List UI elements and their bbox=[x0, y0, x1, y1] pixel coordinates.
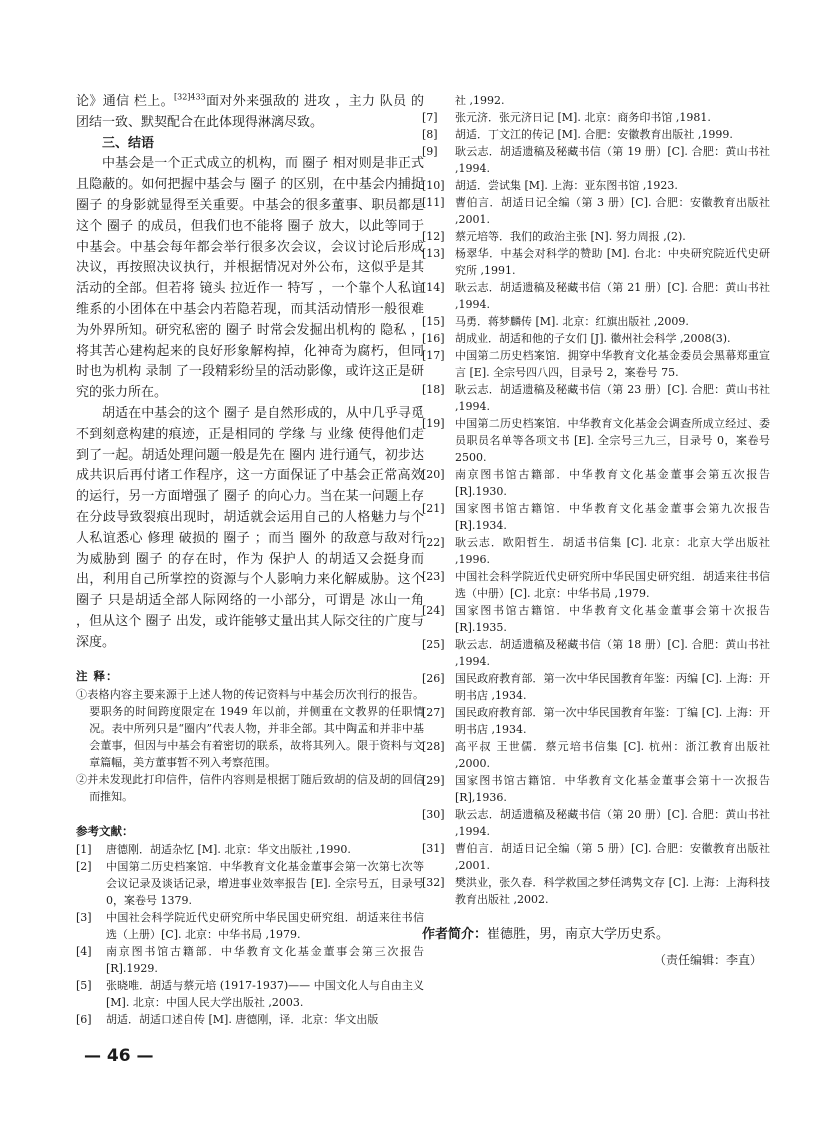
reference-text: 耿云志．胡适遗稿及秘藏书信（第 21 册）[C]. 合肥：黄山书社 ,1994. bbox=[455, 281, 770, 311]
page-number: — 46 — bbox=[84, 1046, 154, 1066]
body-paragraph: 胡适在中基会的这个 圈子 是自然形成的，从中几乎寻觅不到刻意构建的痕迹，正是相同的 学缘 与 业缘 使得他们走到了一起。胡适处理问题一般是先在 圈内 进行通气，初步达成共识后再付诸工作程序，这一方面保证了中基会正常高效的运行，另一方面增强了 圈子 的向心力。当在某一问题上存在分歧导致裂痕出现时，胡适就会运用自己的人格魅力与个人私谊悉心 修理 破损的 圈子 ；而当 圈外 的敌意与敌对行为威胁到 圈子 的存在时，作为 保护人 的胡适又会挺身而出，利用自己所掌控的资源与个人影响力来化解威胁。这个 圈子 只是胡适全部人际网络的一小部分，可谓是 冰山一角 ，但从这个 圈子 出发，或许能够丈量出其人际交往的广度与深度。 bbox=[76, 405, 424, 650]
reference-item bbox=[76, 943, 424, 977]
author-bio bbox=[422, 925, 770, 945]
reference-item bbox=[422, 738, 770, 772]
reference-number: [30] bbox=[422, 808, 445, 821]
note-item: ②并未发现此打印信件，信件内容则是根据丁随后致胡的信及胡的回信而推知。 bbox=[76, 772, 424, 803]
reference-number: [23] bbox=[422, 570, 445, 583]
reference-item bbox=[76, 841, 424, 858]
reference-text: 曹伯言．胡适日记全编（第 5 册）[C]. 合肥：安徽教育出版社 ,2001. bbox=[455, 842, 770, 872]
reference-text: 耿云志．胡适遗稿及秘藏书信（第 20 册）[C]. 合肥：黄山书社 ,1994. bbox=[455, 808, 770, 838]
reference-item bbox=[422, 500, 770, 534]
reference-text: 国民政府教育部．第一次中华民国教育年鉴：丙编 [C]. 上海：开明书店 ,1934. bbox=[455, 672, 770, 702]
continuation-text-2: 面对外来强敌的 进攻 ，主力 队员 的团结一致、默契配合在此体现得淋漓尽致。 bbox=[76, 94, 424, 130]
reference-item bbox=[422, 347, 770, 381]
reference-text: 国家图书馆古籍馆．中华教育文化基金董事会第九次报告 [R].1934. bbox=[455, 502, 770, 532]
reference-item bbox=[422, 568, 770, 602]
reference-item bbox=[422, 194, 770, 228]
reference-number: [19] bbox=[422, 417, 445, 430]
reference-text: 马勇．蒋梦麟传 [M]. 北京：红旗出版社 ,2009. bbox=[455, 315, 689, 328]
reference-number: [10] bbox=[422, 179, 445, 192]
reference-text: 胡适．丁文江的传记 [M]. 合肥：安徽教育出版社 ,1999. bbox=[455, 128, 733, 141]
citation-sup: [32]433 bbox=[173, 92, 206, 102]
reference-number: [12] bbox=[422, 230, 445, 243]
reference-text: 杨翠华．中基会对科学的赞助 [M]. 台北：中央研究院近代史研究所 ,1991. bbox=[455, 247, 770, 277]
reference-number: [16] bbox=[422, 332, 445, 345]
reference-number: [11] bbox=[422, 196, 445, 209]
reference-text: 国家图书馆古籍馆．中华教育文化基金董事会第十次报告 [R].1935. bbox=[455, 604, 770, 634]
body-continuation bbox=[76, 92, 424, 134]
reference-item bbox=[76, 1011, 424, 1028]
reference-number: [31] bbox=[422, 842, 445, 855]
reference-number: [26] bbox=[422, 672, 445, 685]
reference-number: [5] bbox=[76, 978, 92, 992]
reference-text: 张元济．张元济日记 [M]. 北京：商务印书馆 ,1981. bbox=[455, 111, 711, 124]
reference-number: [14] bbox=[422, 281, 445, 294]
reference-item bbox=[76, 977, 424, 1011]
reference-continuation: 社 ,1992. bbox=[455, 94, 505, 107]
body-paragraph: 中基会是一个正式成立的机构，而 圈子 相对则是非正式且隐蔽的。如何把握中基会与 圈子 的区别，在中基会内捕捉 圈子 的身影就显得至关重要。中基会的很多董事、职员都是这个 圈子 的成员，但我们也不能将 圈子 放大，以此等同于中基会。中基会每年都会举行很多次会议，会议讨论后形成决议，再按照决议执行，并根据情况对外公布，这似乎是其活动的全部。但若将 镜头 拉近作一 特写 ，一个靠个人私谊维系的小团体在中基会内若隐若现，而其活动情形一般很难为外界所知。研究私密的 圈子 时常会发掘出机构的 隐私 ，将其苦心建构起来的良好形象解构掉，化神奇为腐朽，但同时也为机构 录制 了一段精彩纷呈的活动影像，或许这正是研究的张力所在。 bbox=[76, 156, 424, 401]
reference-text: 高平叔 王世儒．蔡元培书信集 [C]. 杭州：浙江教育出版社 ,2000. bbox=[455, 740, 770, 770]
reference-text: 胡适．胡适口述自传 [M]. 唐德刚，译．北京：华文出版 bbox=[106, 1012, 379, 1026]
notes-title: 注 释： bbox=[76, 668, 119, 683]
reference-number: [15] bbox=[422, 315, 445, 328]
references-list-left bbox=[76, 841, 424, 1028]
reference-text: 张晓唯．胡适与蔡元培 (1917-1937)—— 中国文化人与自由主义 [M]. 北京：中国人民大学出版社 ,2003. bbox=[106, 978, 424, 1009]
reference-number: [24] bbox=[422, 604, 445, 617]
reference-number: [8] bbox=[422, 128, 438, 141]
reference-text: 耿云志．胡适遗稿及秘藏书信（第 18 册）[C]. 合肥：黄山书社 ,1994. bbox=[455, 638, 770, 668]
reference-item bbox=[422, 704, 770, 738]
reference-number: [6] bbox=[76, 1012, 92, 1026]
reference-text: 耿云志．胡适遗稿及秘藏书信（第 19 册）[C]. 合肥：黄山书社 ,1994. bbox=[455, 145, 770, 175]
continuation-text-1: 论》通信 栏上。 bbox=[76, 94, 174, 109]
reference-number: [20] bbox=[422, 468, 445, 481]
reference-item bbox=[422, 279, 770, 313]
reference-item bbox=[422, 330, 770, 347]
reference-number: [4] bbox=[76, 944, 92, 958]
note-item: ①表格内容主要来源于上述人物的传记资料与中基会历次刊行的报告。要职务的时间跨度限定在 1949 年以前，并侧重在文教界的任职情况。表中所列只是“圈内”代表人物，并非全部。其中陶孟和并非中基会董事，但因与中基会有着密切的联系，故将其列入。限于资料与文章篇幅，美方董事暂不列入考察范围。 bbox=[76, 687, 424, 769]
author-label: 作者简介： bbox=[422, 927, 488, 942]
reference-number: [7] bbox=[422, 111, 438, 124]
reference-item bbox=[422, 466, 770, 500]
reference-text: 中国社会科学院近代史研究所中华民国史研究组．胡适来往书信选（中册）[C]. 北京：中华书局 ,1979. bbox=[455, 570, 770, 600]
reference-item bbox=[422, 245, 770, 279]
reference-item bbox=[422, 602, 770, 636]
reference-item bbox=[422, 313, 770, 330]
reference-item bbox=[422, 381, 770, 415]
right-column bbox=[422, 92, 770, 968]
reference-text: 中国第二历史档案馆．中华教育文化基金会调查所成立经过、委员职员名单等各项文书 [E]. 全宗号三九三，目录号 0，案卷号 2500. bbox=[455, 417, 770, 464]
reference-item bbox=[76, 909, 424, 943]
reference-item bbox=[422, 109, 770, 126]
reference-item bbox=[422, 534, 770, 568]
reference-item bbox=[422, 806, 770, 840]
reference-text: 耿云志．胡适遗稿及秘藏书信（第 23 册）[C]. 合肥：黄山书社 ,1994. bbox=[455, 383, 770, 413]
reference-text: 中国社会科学院近代史研究所中华民国史研究组．胡适来往书信选（上册）[C]. 北京：中华书局 ,1979. bbox=[106, 910, 424, 941]
reference-item bbox=[422, 772, 770, 806]
reference-number: [21] bbox=[422, 502, 445, 515]
reference-number: [27] bbox=[422, 706, 445, 719]
reference-text: 南京图书馆古籍部．中华教育文化基金董事会第五次报告 [R].1930. bbox=[455, 468, 770, 498]
reference-number: [17] bbox=[422, 349, 445, 362]
reference-text: 曹伯言．胡适日记全编（第 3 册）[C]. 合肥：安徽教育出版社 ,2001. bbox=[455, 196, 770, 226]
reference-item bbox=[422, 415, 770, 466]
responsible-editor: （责任编辑：李直） bbox=[653, 953, 762, 967]
reference-text: 樊洪业，张久春．科学救国之梦任鸿隽文存 [C]. 上海：上海科技教育出版社 ,2002. bbox=[455, 876, 770, 906]
section-heading: 三、结语 bbox=[102, 135, 155, 151]
reference-number: [2] bbox=[76, 859, 92, 873]
reference-number: [32] bbox=[422, 876, 445, 889]
reference-number: [9] bbox=[422, 145, 438, 158]
reference-text: 国民政府教育部．第一次中华民国教育年鉴：丁编 [C]. 上海：开明书店 ,1934. bbox=[455, 706, 770, 736]
references-items bbox=[422, 109, 770, 908]
reference-item bbox=[422, 177, 770, 194]
reference-text: 蔡元培等．我们的政治主张 [N]. 努力周报 ,(2). bbox=[455, 230, 686, 243]
references-title: 参考文献： bbox=[76, 823, 134, 838]
reference-item bbox=[76, 858, 424, 909]
reference-item bbox=[422, 228, 770, 245]
reference-text: 胡适．尝试集 [M]. 上海：亚东图书馆 ,1923. bbox=[455, 179, 678, 192]
reference-item bbox=[422, 143, 770, 177]
reference-number: [28] bbox=[422, 740, 445, 753]
reference-text: 唐德刚．胡适杂忆 [M]. 北京：华文出版社 ,1990. bbox=[106, 842, 351, 856]
reference-number: [25] bbox=[422, 638, 445, 651]
reference-text: 中国第二历史档案馆．拥穿中华教育文化基金委员会黑幕郑重宣言 [E]. 全宗号四八四，目录号 2，案卷号 75. bbox=[455, 349, 770, 379]
reference-item bbox=[422, 636, 770, 670]
reference-item bbox=[422, 840, 770, 874]
reference-text: 南京图书馆古籍部．中华教育文化基金董事会第三次报告 [R].1929. bbox=[106, 944, 424, 975]
reference-text: 胡成业．胡适和他的子女们 [J]. 徽州社会科学 ,2008(3). bbox=[455, 332, 731, 345]
reference-item bbox=[422, 874, 770, 908]
reference-number: [13] bbox=[422, 247, 445, 260]
left-column bbox=[76, 92, 424, 1028]
reference-number: [29] bbox=[422, 774, 445, 787]
reference-text: 国家图书馆古籍馆．中华教育文化基金董事会第十一次报告 [R],1936. bbox=[455, 774, 770, 804]
reference-text: 耿云志．欧阳哲生．胡适书信集 [C]. 北京：北京大学出版社 ,1996. bbox=[455, 536, 770, 566]
references-list-right bbox=[422, 92, 770, 908]
article-body bbox=[76, 92, 424, 654]
reference-number: [18] bbox=[422, 383, 445, 396]
reference-number: [3] bbox=[76, 910, 92, 924]
notes-list bbox=[76, 686, 424, 805]
reference-number: [1] bbox=[76, 842, 92, 856]
reference-number: [22] bbox=[422, 536, 445, 549]
reference-text: 中国第二历史档案馆．中华教育文化基金董事会第一次第七次等会议记录及谈话记录，增进事业效率报告 [E]. 全宗号五，目录号 0，案卷号 1379. bbox=[106, 859, 424, 907]
reference-item bbox=[422, 126, 770, 143]
author-text: 崔德胜，男，南京大学历史系。 bbox=[487, 927, 670, 942]
reference-item bbox=[422, 670, 770, 704]
